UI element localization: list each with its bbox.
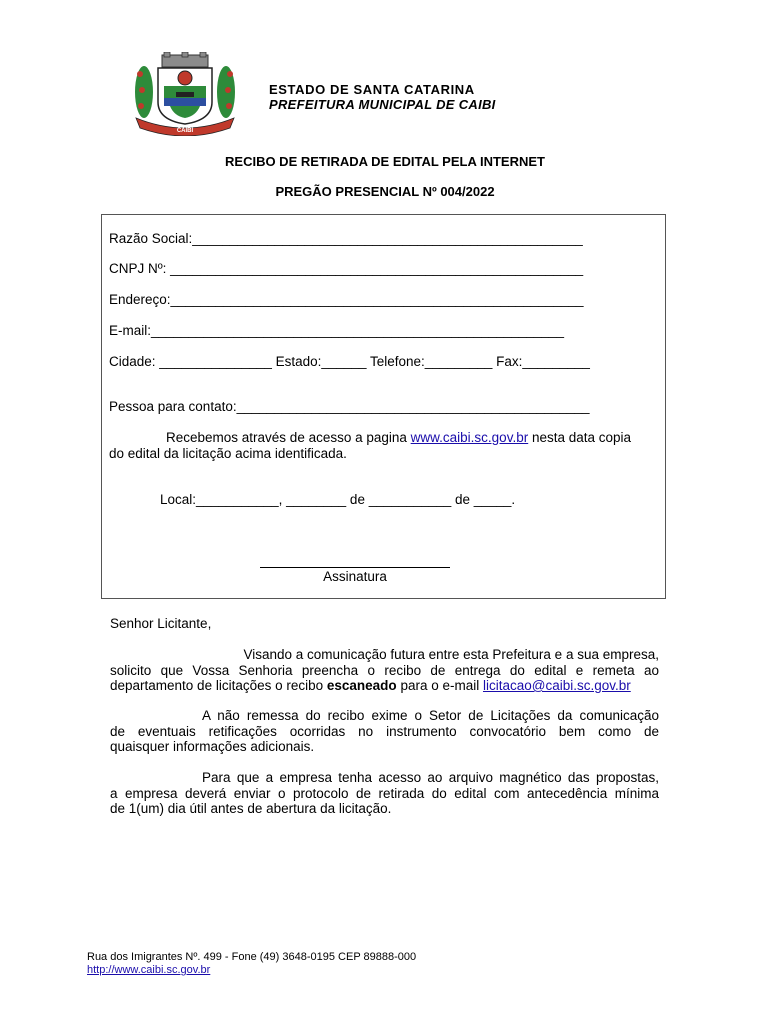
acknowledgement-text-end: nesta data copia: [528, 430, 632, 445]
paragraph-1-line-3: [110, 678, 659, 694]
paragraph-2-line-3: quaisquer informações adicionais.: [110, 739, 315, 754]
paragraph-1-text: departamento de licitações o recibo: [110, 678, 327, 693]
paragraph-2: [110, 708, 659, 755]
footer-address: Rua dos Imigrantes Nº. 499 - Fone (49) 3648-0195 CEP 89888-000: [87, 951, 417, 963]
city-hall-name: PREFEITURA MUNICIPAL DE CAIBI: [269, 97, 496, 112]
paragraph-3-line-2: a empresa deverá enviar o protocolo de retirada do edital com antecedência mínima: [110, 785, 659, 801]
signature-label: Assinatura: [323, 569, 387, 584]
document-subtitle: PREGÃO PRESENCIAL Nº 004/2022: [275, 184, 495, 199]
paragraph-2-line-1: A não remessa do recibo exime o Setor de Licitações da comunicação: [202, 708, 659, 723]
acknowledgement-line-2: do edital da licitação acima identificada.: [109, 446, 347, 461]
salutation: Senhor Licitante,: [110, 616, 212, 631]
document-title: RECIBO DE RETIRADA DE EDITAL PELA INTERNET: [225, 154, 545, 169]
paragraph-1-text-mid: para o e-mail: [396, 678, 483, 693]
paragraph-1-line-1: Visando a comunicação futura entre esta Prefeitura e a sua empresa,: [243, 647, 659, 662]
paragraph-3-line-1: Para que a empresa tenha acesso ao arquivo magnético das propostas,: [202, 770, 659, 785]
paragraph-3-line-3: de 1(um) dia útil antes de abertura da licitação.: [110, 801, 392, 816]
state-name: ESTADO DE SANTA CATARINA: [269, 82, 475, 97]
razao-social-field[interactable]: Razão Social:____________________________________________________: [109, 231, 583, 246]
email-link[interactable]: licitacao@caibi.sc.gov.br: [482, 678, 631, 693]
acknowledgement-text: Recebemos através de acesso a pagina: [166, 430, 411, 445]
signature-line[interactable]: [260, 567, 450, 568]
scanned-emphasis: escaneado: [326, 678, 397, 693]
place-date-field[interactable]: Local:___________, ________ de ___________ de _____.: [160, 492, 516, 507]
footer-website-link[interactable]: http://www.caibi.sc.gov.br: [87, 964, 211, 976]
paragraph-1: [110, 647, 659, 694]
endereco-field[interactable]: Endereço:_______________________________________________________: [109, 292, 584, 307]
contact-person-field[interactable]: Pessoa para contato:_______________________________________________: [109, 399, 590, 414]
city-state-phone-fax-field[interactable]: Cidade: _______________ Estado:______ Telefone:_________ Fax:_________: [109, 354, 590, 369]
municipal-crest-icon: [130, 52, 240, 136]
paragraph-2-line-2: de eventuais retificações ocorridas no instrumento convocatório bem como de: [110, 723, 659, 739]
paragraph-3: [110, 770, 659, 817]
paragraph-1-line-2: solicito que Vossa Senhoria preencha o recibo de entrega do edital e remeta ao: [110, 662, 659, 678]
email-field[interactable]: E-mail:_______________________________________________________: [109, 323, 564, 338]
website-link[interactable]: www.caibi.sc.gov.br: [410, 430, 529, 445]
cnpj-field[interactable]: CNPJ Nº: _______________________________________________________: [109, 261, 584, 276]
crest-ribbon-text: CAIBI: [176, 128, 194, 134]
acknowledgement-line: [166, 430, 631, 446]
